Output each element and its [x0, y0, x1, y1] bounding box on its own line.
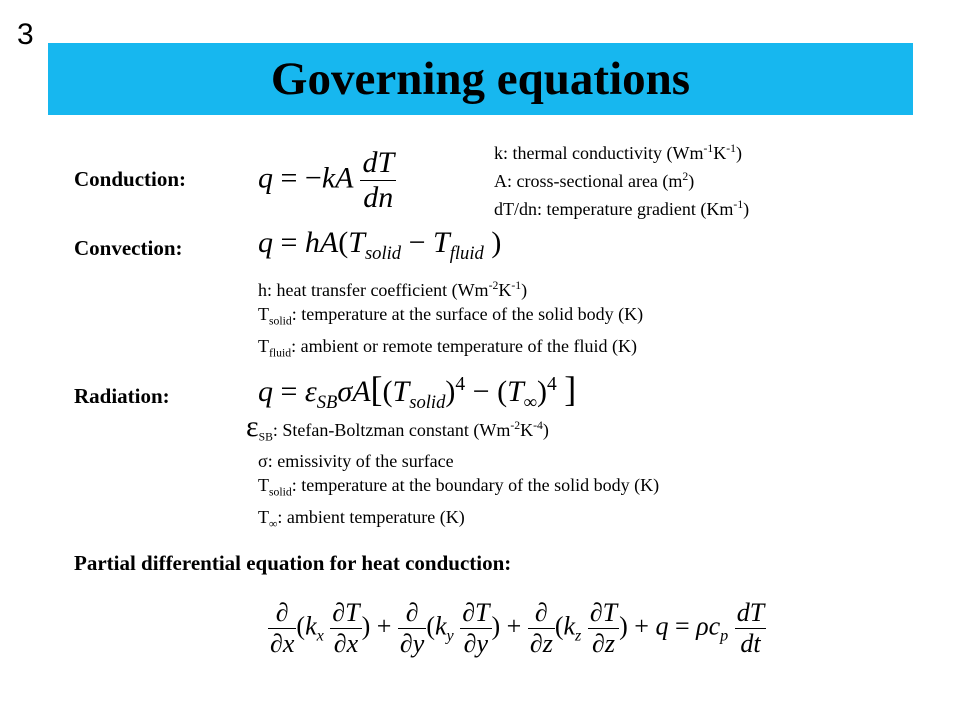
- def-t-solid: $T_{solid}$: temperature at the surface of the solid body (K): [258, 304, 644, 328]
- convection-definitions: [258, 274, 643, 365]
- def-k: k: thermal conductivity $(Wm^{-1}K^{-1})$: [494, 142, 742, 163]
- def-h: h: heat transfer coefficient $(Wm^{-2}K^{-1})$: [258, 279, 528, 300]
- radiation-equation: $q = \varepsilon_{SB}\sigma A[(T_{solid})^4 - (T_\infty)^4$ ]: [258, 369, 577, 413]
- radiation-definitions: [258, 449, 659, 536]
- conduction-definitions: [494, 137, 749, 221]
- def-t-fluid: $T_{fluid}$: ambient or remote temperature of the fluid (K): [258, 335, 637, 360]
- def-t-inf: $T_\infty$: ambient temperature (K): [258, 506, 465, 531]
- conduction-equation: q = −kA $\frac{dT}{dn}$: [258, 146, 395, 214]
- page-title: Governing equations: [270, 53, 691, 105]
- radiation-label: Radiation:: [74, 384, 170, 408]
- pde-label: Partial differential equation for heat conduction:: [74, 551, 512, 575]
- slide-number: 3: [17, 18, 34, 51]
- convection-equation: $q = hA(T_{solid} - T_{fluid}$ ): [258, 226, 502, 264]
- convection-label: Convection:: [74, 236, 183, 260]
- def-a: A: cross-sectional area $(m^2)$: [494, 170, 695, 191]
- conduction-label: Conduction:: [74, 167, 187, 191]
- def-sigma: σ: emissivity of the surface: [258, 451, 454, 471]
- radiation-eps-def: $\varepsilon_{SB}$: Stefan-Boltzman constant $(Wm^{-2}K^{-4})$: [246, 410, 549, 444]
- def-t-solid-rad: $T_{solid}$: temperature at the boundary of the solid body (K): [258, 475, 660, 499]
- def-dtdn: dT/dn: temperature gradient $(Km^{-1})$: [494, 198, 750, 219]
- pde-equation: $\frac{\partial}{\partial x}$ ($k_x$ $\frac{\partial T}{\partial x}$ ) + $\frac{\partial}{\partial y}$ ($k_y$ $\frac{\partial T}{\partial y}$ ) + $\frac{\partial}{\partial z}$ ($k_z$ $\frac{\partial T}{\partial z}$ ) + $q = \rho c_p$ $\frac{dT}{dt}$: [270, 598, 765, 658]
